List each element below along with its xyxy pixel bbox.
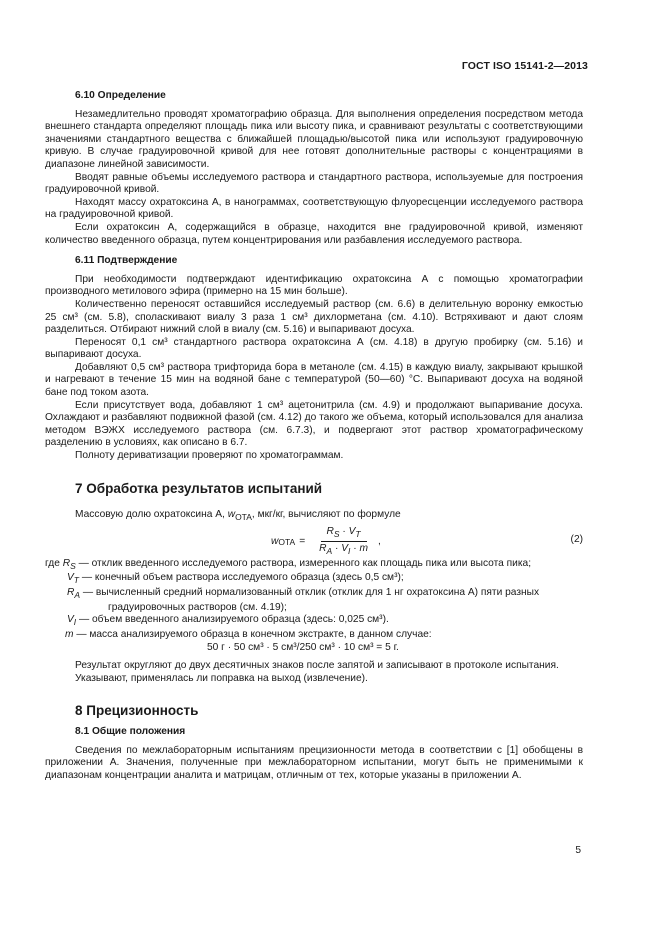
legend-line: $V_T$ — конечный объем раствора исследуемого образца (здесь 0,5 см³); <box>67 572 404 586</box>
paragraph: Находят массу охратоксина А, в нанограммах, соответствующую флуоресценции исследуемого раствора на градуировочной кривой. <box>45 196 583 221</box>
legend-line: m — масса анализируемого образца в конечном экстракте, в данном случае: <box>65 628 432 640</box>
equation-number: (2) <box>570 533 583 545</box>
legend-line: $R_A$ — вычисленный средний нормализованный отклик (отклик для 1 нг охратоксина А) пяти разных <box>67 587 540 601</box>
legend-line: где $R_S$ — отклик введенного исследуемого раствора, измеренного как площадь пика или высота пика; <box>45 557 532 571</box>
paragraph: При необходимости подтверждают идентификацию охратоксина А с помощью хроматографии производного метилового эфира (примерно на 15 мин больше). <box>45 273 583 298</box>
paragraph: Незамедлительно проводят хроматографию образца. Для выполнения определения посредством метода внешнего стандарта определяют площадь пика или высоту пика, и сравнивают результаты с соответствующими значениями стандартного вещества с ближайшей площадью/высотой пика или используют градуировочную кривую. В случае градуировочной кривой для нее готовят дополнительные растворы с концентрациями в диапазоне линейной зависимости. <box>45 108 583 170</box>
symbol-legend <box>45 558 583 642</box>
formula-denominator: $R_A \cdot V_I \cdot m$ <box>319 543 368 557</box>
paragraph: Добавляют 0,5 см³ раствора трифторида бора в метаноле (см. 4.15) в каждую виалу, закрывают крышкой и нагревают в течение 15 мин на водяной бане с температурой (50—60) °С. Выпаривают досуха на водяной бане под током азота. <box>45 361 583 399</box>
paragraph: Если присутствует вода, добавляют 1 см³ ацетонитрила (см. 4.9) и продолжают выпаривание досуха. Охлаждают и разбавляют подвижной фазой (см. 4.12) до такого же объема, который использовался для анализа методом ВЭЖХ исследуемого раствора (см. 6.7.3), и подвергают этот раствор хроматографическому разделению в условиях, как описано в 6.7. <box>45 399 583 449</box>
section-heading-6-11: 6.11 Подтверждение <box>75 255 178 267</box>
formula-intro: Массовую долю охратоксина А, $w_{OTA}$, мкг/кг, вычисляют по формуле <box>75 509 401 523</box>
paragraph: Сведения по межлабораторным испытаниям прецизионности метода в соответствии с [1] обобщены в приложении А. Значения, полученные при межлабораторном испытании, могут быть не применимыми к диапазонам концентрации аналита и матрицам, отличным от тех, которые указаны в приложении А. <box>45 744 583 781</box>
formula-2: w OTA = $\frac{R_S \cdot V_T}{R_A \cdot V_I \cdot m}$ , (2) <box>271 525 583 557</box>
mass-calculation: 50 г · 50 см³ · 5 см³/250 см³ · 10 см³ = 5 г. <box>207 641 399 653</box>
section-heading-8: 8 Прецизионность <box>75 703 199 719</box>
section-heading-6-10: 6.10 Определение <box>75 90 166 101</box>
section-heading-8-1: 8.1 Общие положения <box>75 725 186 737</box>
paragraph: Если охратоксин А, содержащийся в образце, находится вне градуировочной кривой, изменяют количество введенного образца, путем концентрирования или разбавления исследуемого раствора. <box>45 221 583 246</box>
page-content <box>45 90 583 782</box>
legend-line: $V_I$ — объем введенного анализируемого образца (здесь: 0,025 см³). <box>67 614 389 628</box>
page-number: 5 <box>575 845 581 856</box>
formula-fraction <box>313 526 374 558</box>
paragraph: Переносят 0,1 см³ стандартного раствора охратоксина А (см. 4.18) в другую пробирку (см. 5.16) и выпаривают досуха. <box>45 336 583 361</box>
paragraph: Указывают, применялась ли поправка на выход (извлечение). <box>75 672 368 684</box>
paragraph: Результат округляют до двух десятичных знаков после запятой и записывают в протоколе испытания. <box>75 660 559 672</box>
paragraph: Вводят равные объемы исследуемого раствора и стандартного раствора, используемые для построения градуировочной кривой. <box>45 171 583 196</box>
paragraph: Полноту дериватизации проверяют по хроматограммам. <box>75 450 344 462</box>
section-heading-7: 7 Обработка результатов испытаний <box>75 480 323 496</box>
formula-numerator: $R_S \cdot V_T$ <box>321 526 367 543</box>
legend-line: градуировочных растворов (см. 4.19); <box>108 601 287 613</box>
paragraph: Количественно переносят оставшийся исследуемый раствор (см. 6.6) в делительную воронку емкостью 25 см³ (см. 5.8), споласкивают виалу 3 раза 1 см³ дихлорметана (см. 4.10). Встряхивают и дают слоям разделиться. Отбирают нижний слой в виалу (см. 5.16) и выпаривают досуха. <box>45 298 583 336</box>
document-code: ГОСТ ISO 15141-2—2013 <box>461 60 588 72</box>
